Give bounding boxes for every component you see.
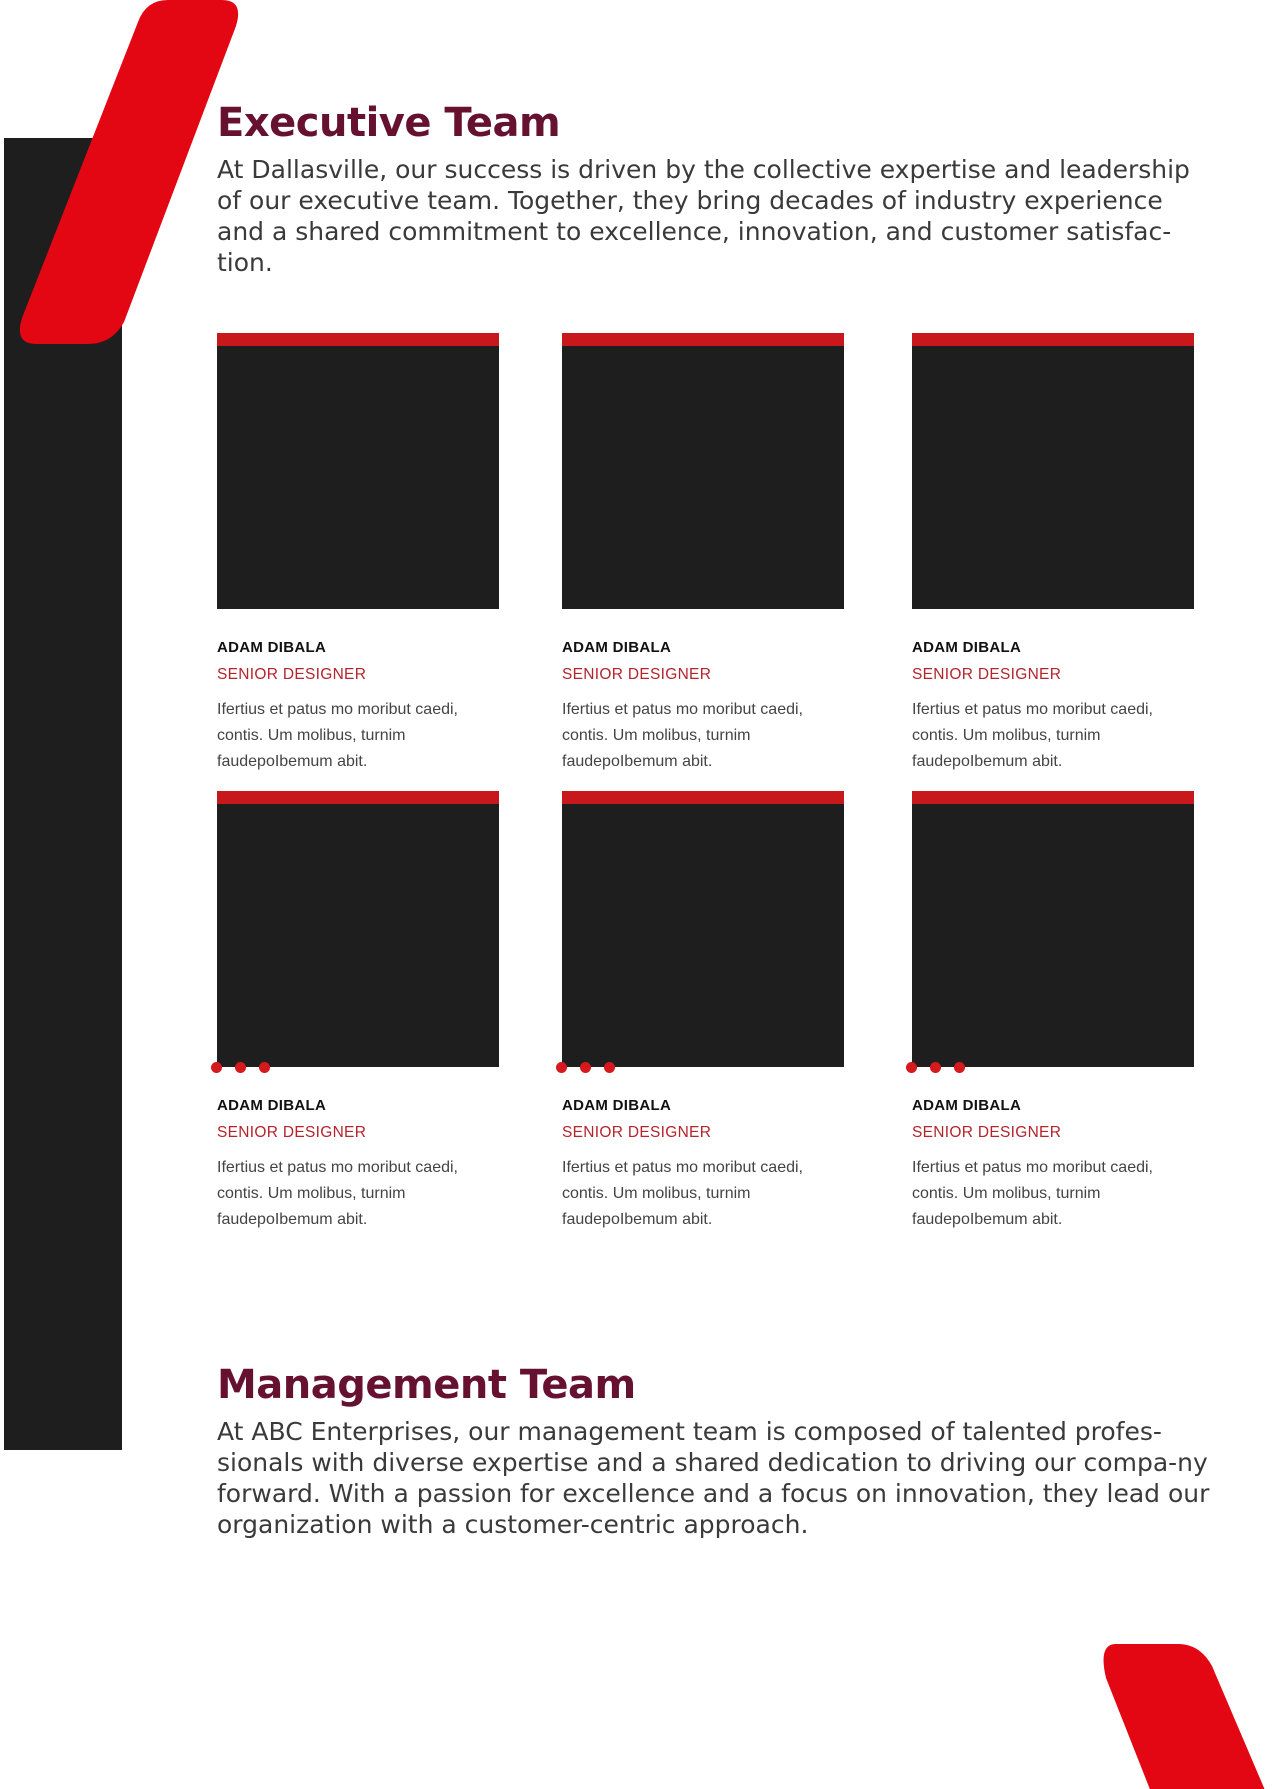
member-name: ADAM DIBALA — [217, 1097, 327, 1114]
member-name: ADAM DIBALA — [217, 639, 327, 656]
executive-section — [217, 100, 1217, 278]
dots-decoration — [211, 1062, 270, 1073]
executive-title: Executive Team — [217, 100, 561, 146]
member-name: ADAM DIBALA — [562, 639, 672, 656]
executive-intro: At Dallasville, our success is driven by the collective expertise and leadership of our executive team. Together, they bring decades of industry experience and a shared commitment to excellence, innovation, and customer satisfac-tion. — [217, 155, 1190, 277]
photo-placeholder — [562, 333, 844, 609]
member-bio: Ifertius et patus mo moribut caedi, contis. Um molibus, turnim faudepoIbemum abit. — [217, 701, 458, 770]
red-slash-bottom-decoration — [1090, 1630, 1276, 1789]
member-name: ADAM DIBALA — [912, 1097, 1022, 1114]
member-role: SENIOR DESIGNER — [217, 1124, 367, 1141]
member-role: SENIOR DESIGNER — [912, 666, 1062, 683]
member-name: ADAM DIBALA — [562, 1097, 672, 1114]
dot — [211, 1062, 222, 1073]
member-card — [217, 791, 499, 1233]
photo-placeholder — [217, 791, 499, 1067]
dot — [556, 1062, 567, 1073]
dot — [954, 1062, 965, 1073]
member-card — [217, 333, 499, 775]
member-card — [562, 333, 844, 775]
dot — [259, 1062, 270, 1073]
management-title: Management Team — [217, 1362, 636, 1408]
photo-placeholder — [217, 333, 499, 609]
management-section — [217, 1362, 1217, 1540]
member-card — [912, 791, 1194, 1233]
photo-placeholder — [912, 791, 1194, 1067]
member-card — [912, 333, 1194, 775]
member-bio: Ifertius et patus mo moribut caedi, contis. Um molibus, turnim faudepoIbemum abit. — [562, 1159, 803, 1228]
dots-decoration — [906, 1062, 965, 1073]
member-role: SENIOR DESIGNER — [562, 666, 712, 683]
member-bio: Ifertius et patus mo moribut caedi, contis. Um molibus, turnim faudepoIbemum abit. — [912, 1159, 1153, 1228]
photo-placeholder — [912, 333, 1194, 609]
member-bio: Ifertius et patus mo moribut caedi, contis. Um molibus, turnim faudepoIbemum abit. — [912, 701, 1153, 770]
dot — [235, 1062, 246, 1073]
dot — [604, 1062, 615, 1073]
member-bio: Ifertius et patus mo moribut caedi, contis. Um molibus, turnim faudepoIbemum abit. — [562, 701, 803, 770]
member-role: SENIOR DESIGNER — [912, 1124, 1062, 1141]
member-bio: Ifertius et patus mo moribut caedi, contis. Um molibus, turnim faudepoIbemum abit. — [217, 1159, 458, 1228]
member-role: SENIOR DESIGNER — [562, 1124, 712, 1141]
member-name: ADAM DIBALA — [912, 639, 1022, 656]
dot — [906, 1062, 917, 1073]
member-card — [562, 791, 844, 1233]
dot — [930, 1062, 941, 1073]
member-role: SENIOR DESIGNER — [217, 666, 367, 683]
management-intro: At ABC Enterprises, our management team is composed of talented profes-sionals with diverse expertise and a shared dedication to driving our compa-ny forward. With a passion for excellence and a focus on innovation, they lead our organization with a customer-centric approach. — [217, 1417, 1210, 1539]
dots-decoration — [556, 1062, 615, 1073]
dot — [580, 1062, 591, 1073]
photo-placeholder — [562, 791, 844, 1067]
